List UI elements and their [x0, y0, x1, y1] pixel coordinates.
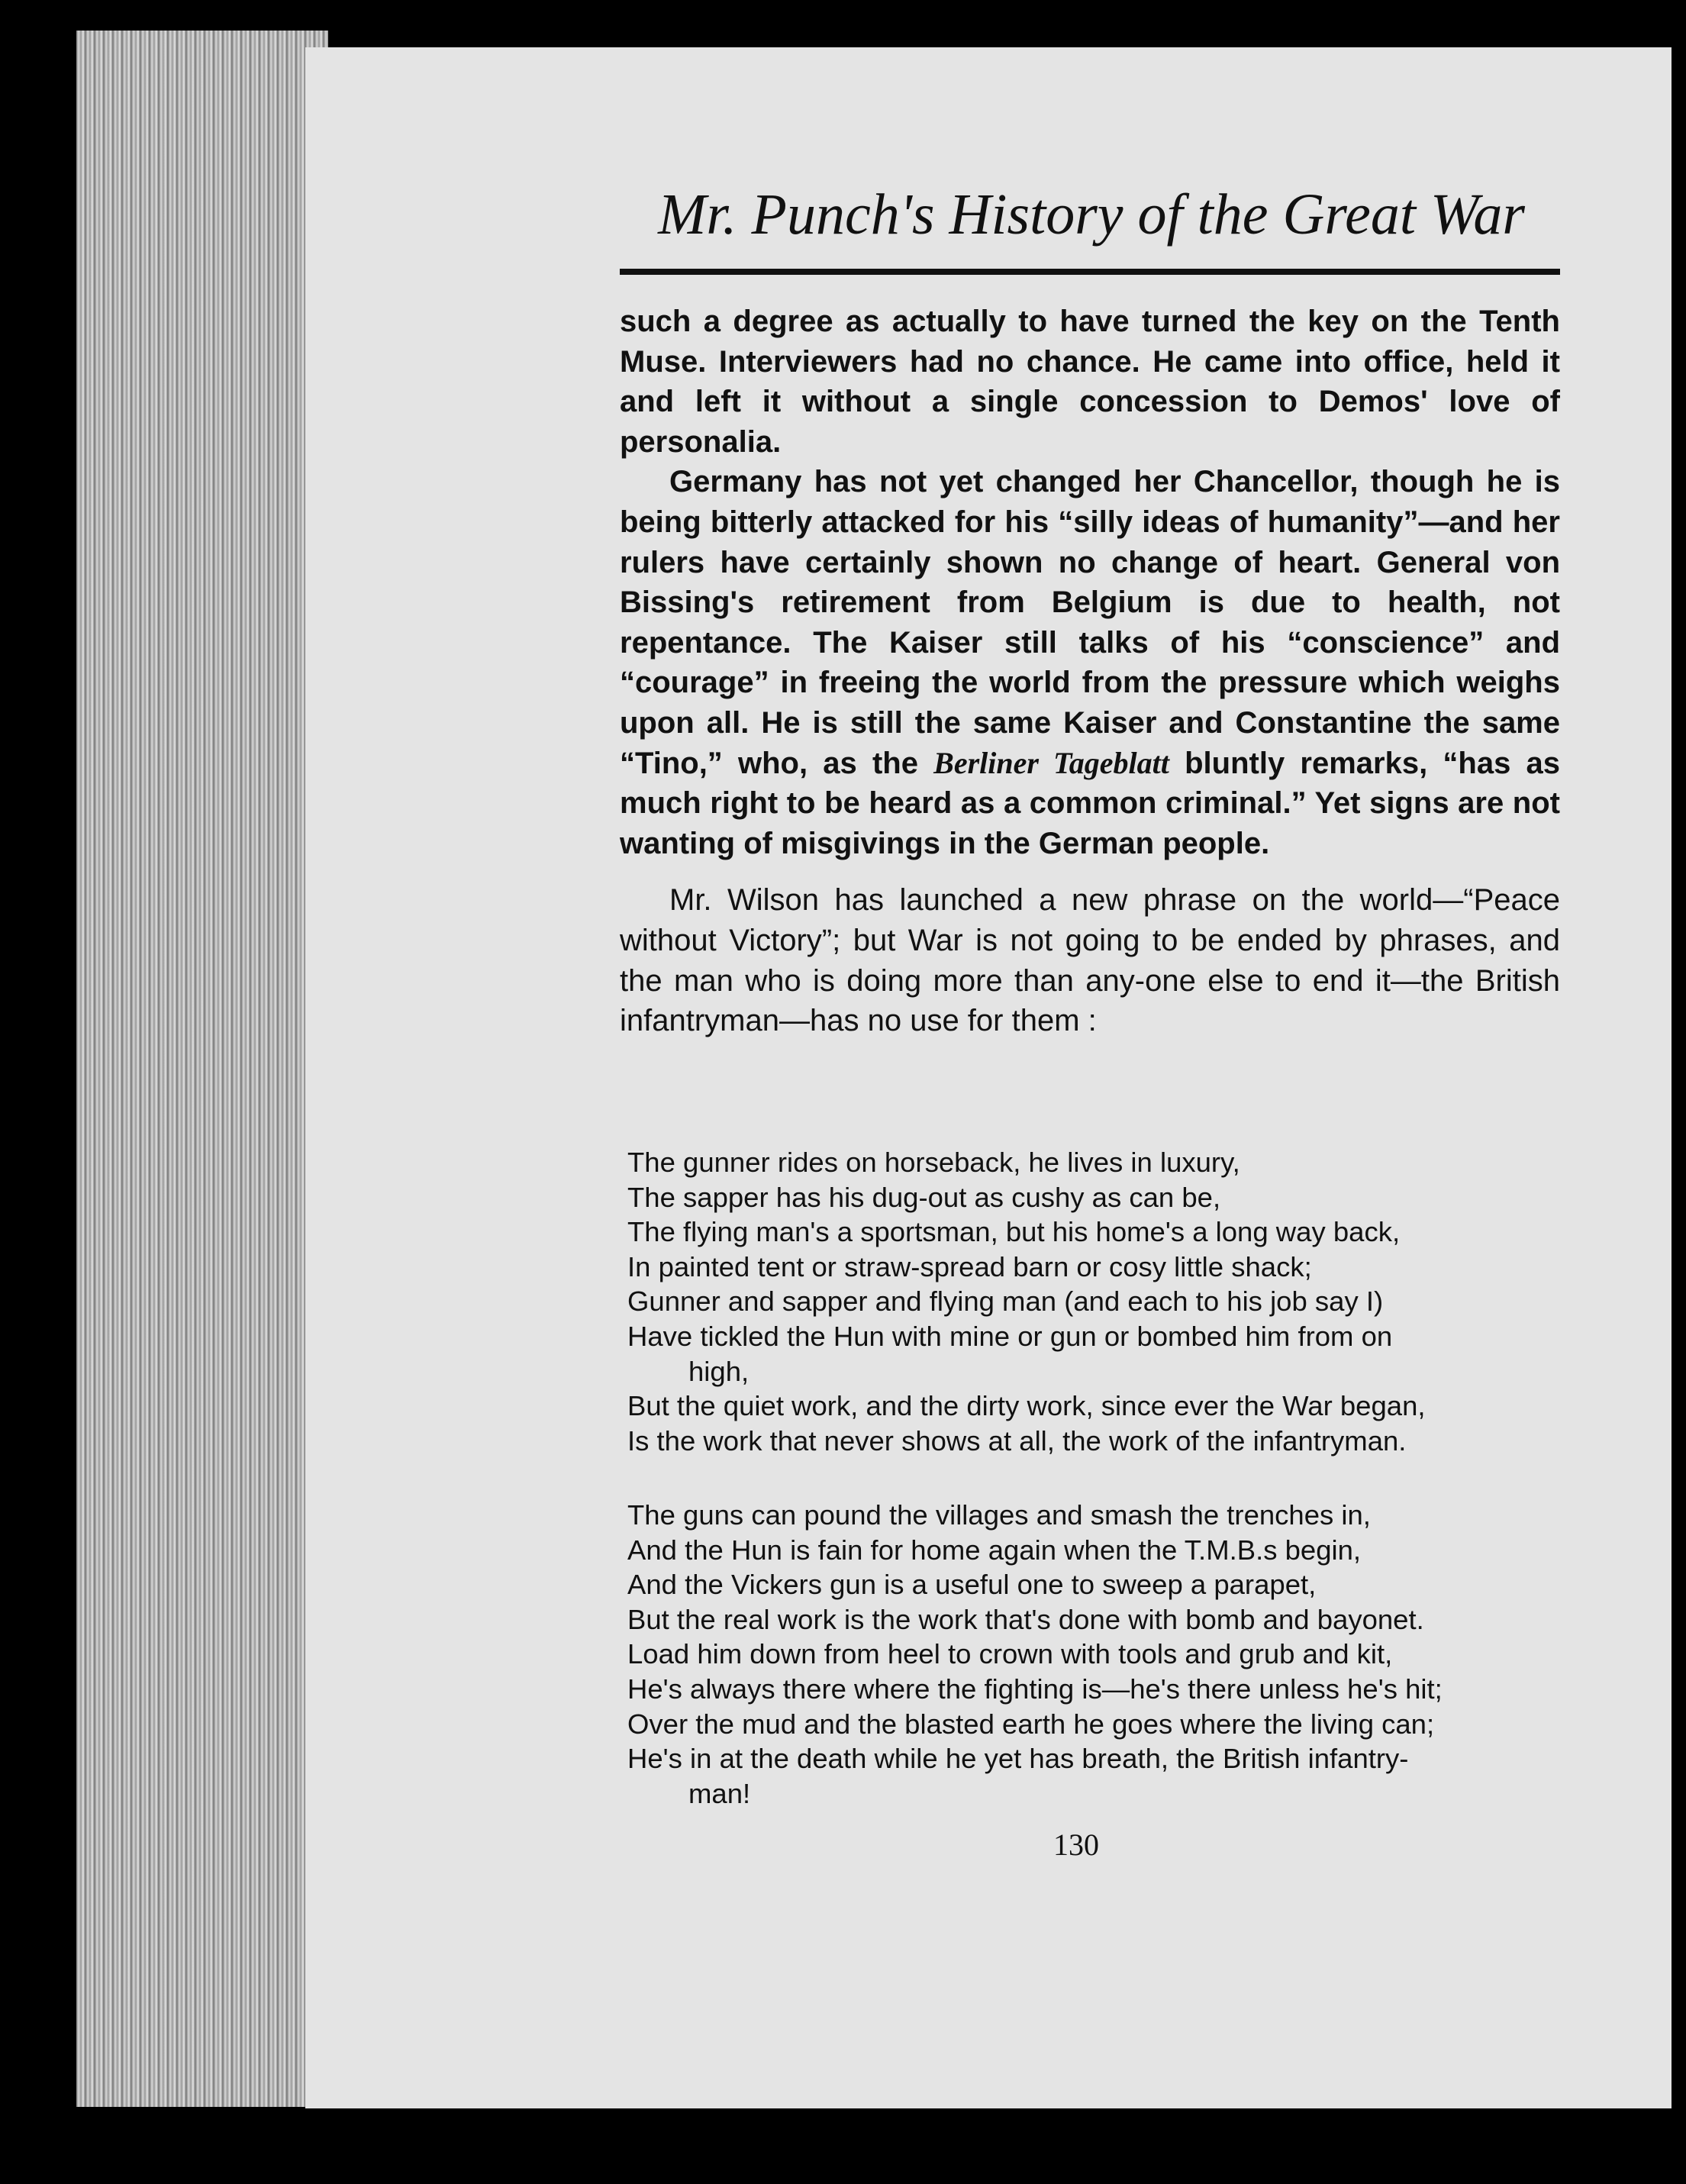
- verse-line-continuation: man!: [688, 1777, 751, 1809]
- verse-line: The guns can pound the villages and smash the trenches in,: [627, 1499, 1371, 1531]
- verse-line: And the Hun is fain for home again when the T.M.B.s begin,: [627, 1534, 1362, 1566]
- page-number: 130: [1053, 1828, 1099, 1862]
- verse-line: Gunner and sapper and flying man (and each to his job say I): [627, 1286, 1384, 1318]
- verse-line: But the real work is the work that's done with bomb and bayonet.: [627, 1603, 1424, 1635]
- paragraph-2-tail: bluntly remarks, “has as much right to be heard as a common criminal.” Yet signs are not wanting of misgivings in the German people.: [620, 746, 1560, 860]
- verse-line: And the Vickers gun is a useful one to sweep a parapet,: [627, 1569, 1317, 1601]
- verse-line: Have tickled the Hun with mine or gun or bombed him from on: [627, 1320, 1393, 1352]
- verse-line: But the quiet work, and the dirty work, since ever the War began,: [627, 1390, 1426, 1422]
- header-rule: [620, 269, 1560, 275]
- verse-line: The flying man's a sportsman, but his home's a long way back,: [627, 1216, 1401, 1248]
- verse-stanza-1: [627, 1145, 1574, 1458]
- verse-line: He's in at the death while he yet has breath, the British infantry-: [627, 1743, 1409, 1775]
- verse-line: The sapper has his dug-out as cushy as can be,: [627, 1181, 1221, 1213]
- verse-line: Is the work that never shows at all, the work of the infantryman.: [627, 1424, 1407, 1457]
- running-head: Mr. Punch's History of the Great War: [658, 182, 1525, 247]
- paragraph-2-text: Germany has not yet changed her Chancellor, though he is being bitterly attacked for his “silly ideas of humanity”—and her rulers have certainly shown no change of heart. General von Bissing's retirement from Belgium is due to health, not repentance. The Kaiser still talks of his “conscience” and “courage” in freeing the world from the pressure which weighs upon all. He is still the same Kaiser and Constantine the same “Tino,” who, as the: [620, 465, 1560, 780]
- newspaper-title: Berliner Tageblatt: [933, 745, 1169, 780]
- paragraph-3: Mr. Wilson has launched a new phrase on the world—“Peace without Victory”; but War is not going to be ended by phrases, and the man who is doing more than any-one else to end it—the British infantryman—has no use for them :: [620, 883, 1560, 1038]
- verse-line: In painted tent or straw-spread barn or cosy little shack;: [627, 1250, 1312, 1282]
- book-page-edges: [76, 31, 328, 2107]
- verse-stanza-2: [627, 1498, 1574, 1811]
- body-text: [620, 302, 1560, 1041]
- verse-line: Over the mud and the blasted earth he goes where the living can;: [627, 1708, 1435, 1740]
- verse-line: The gunner rides on horseback, he lives in luxury,: [627, 1147, 1240, 1178]
- verse-line-continuation: high,: [688, 1355, 750, 1387]
- verse-line: He's always there where the fighting is—he's there unless he's hit;: [627, 1673, 1443, 1705]
- paragraph-1: such a degree as actually to have turned the key on the Tenth Muse. Interviewers had no chance. He came into office, held it and left it without a single concession to Demos' love of personalia.: [620, 305, 1560, 459]
- verse-line: Load him down from heel to crown with tools and grub and kit,: [627, 1638, 1393, 1670]
- paragraph-2: [620, 462, 1560, 863]
